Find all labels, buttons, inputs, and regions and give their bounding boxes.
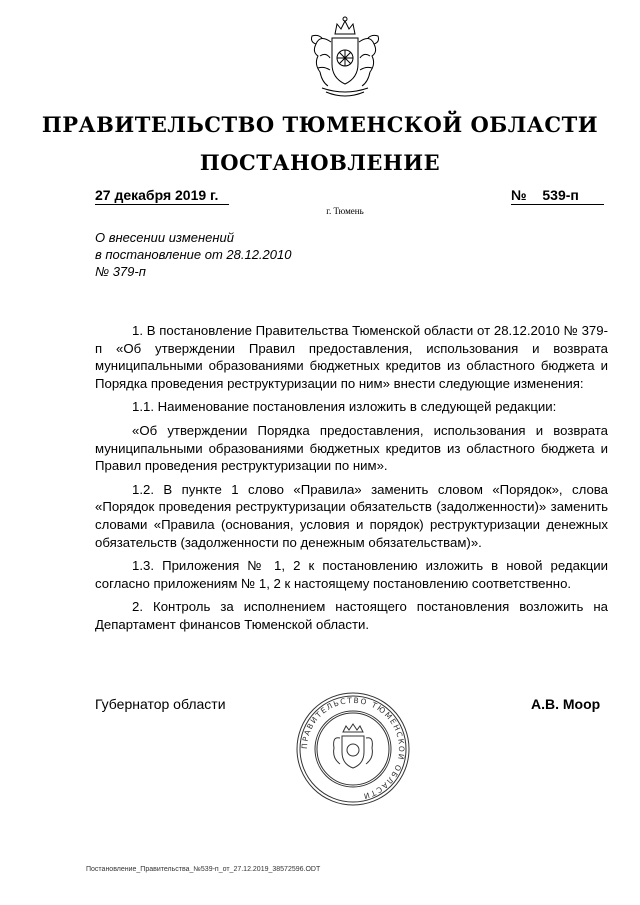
paragraph: 1.3. Приложения № 1, 2 к постановлению изложить в новой редакции согласно приложениям № 1, 2 к настоящему постановлению соответственно. bbox=[95, 558, 608, 591]
city-label: г. Тюмень bbox=[326, 206, 364, 216]
signer-name: А.В. Моор bbox=[531, 696, 601, 712]
document-subject bbox=[95, 229, 355, 280]
footer-filename: Постановление_Правительства_№539-п_от_27.12.2019_38572596.ODT bbox=[86, 866, 321, 873]
number-sign: № bbox=[511, 187, 527, 203]
document-number bbox=[511, 187, 604, 205]
subject-line: в постановление от 28.12.2010 bbox=[95, 247, 292, 262]
paragraph: 1. В постановление Правительства Тюменской области от 28.12.2010 № 379-п «Об утверждении Правил предоставления, использования и возврата муниципальными образованиями бюджетных кредитов из областного бюджета и Порядка проведения реструктуризации по ним» внести следующие изменения: bbox=[95, 323, 608, 391]
signer-title: Губернатор области bbox=[95, 696, 226, 712]
document-type: ПОСТАНОВЛЕНИЕ bbox=[199, 150, 441, 175]
coat-of-arms-icon bbox=[302, 12, 388, 100]
paragraph: «Об утверждении Порядка предоставления, использования и возврата муниципальными образованиями бюджетных кредитов из областного бюджета и Правил проведения реструктуризации по ним». bbox=[95, 422, 608, 474]
document-body bbox=[95, 322, 608, 640]
seal-text: ПРАВИТЕЛЬСТВО ТЮМЕНСКОЙ ОБЛАСТИ bbox=[299, 695, 407, 802]
government-title: ПРАВИТЕЛЬСТВО ТЮМЕНСКОЙ ОБЛАСТИ bbox=[41, 112, 599, 137]
paragraph: 2. Контроль за исполнением настоящего постановления возложить на Департамент финансов Тюменской области. bbox=[95, 599, 608, 632]
subject-line: № 379-п bbox=[95, 264, 146, 279]
official-seal-icon bbox=[294, 690, 412, 808]
subject-line: О внесении изменений bbox=[95, 230, 234, 245]
document-date: 27 декабря 2019 г. bbox=[95, 187, 229, 205]
number-value: 539-п bbox=[542, 187, 579, 203]
paragraph: 1.2. В пункте 1 слово «Правила» заменить словом «Порядок», слова «Порядок проведения реструктуризации обязательств (задолженности)» заменить словами «Правила (основания, условия и порядок) реструктуризации денежных обязательств (задолженности по денежным обязательствам)». bbox=[95, 481, 608, 550]
paragraph: 1.1. Наименование постановления изложить в следующей редакции: bbox=[132, 399, 557, 415]
